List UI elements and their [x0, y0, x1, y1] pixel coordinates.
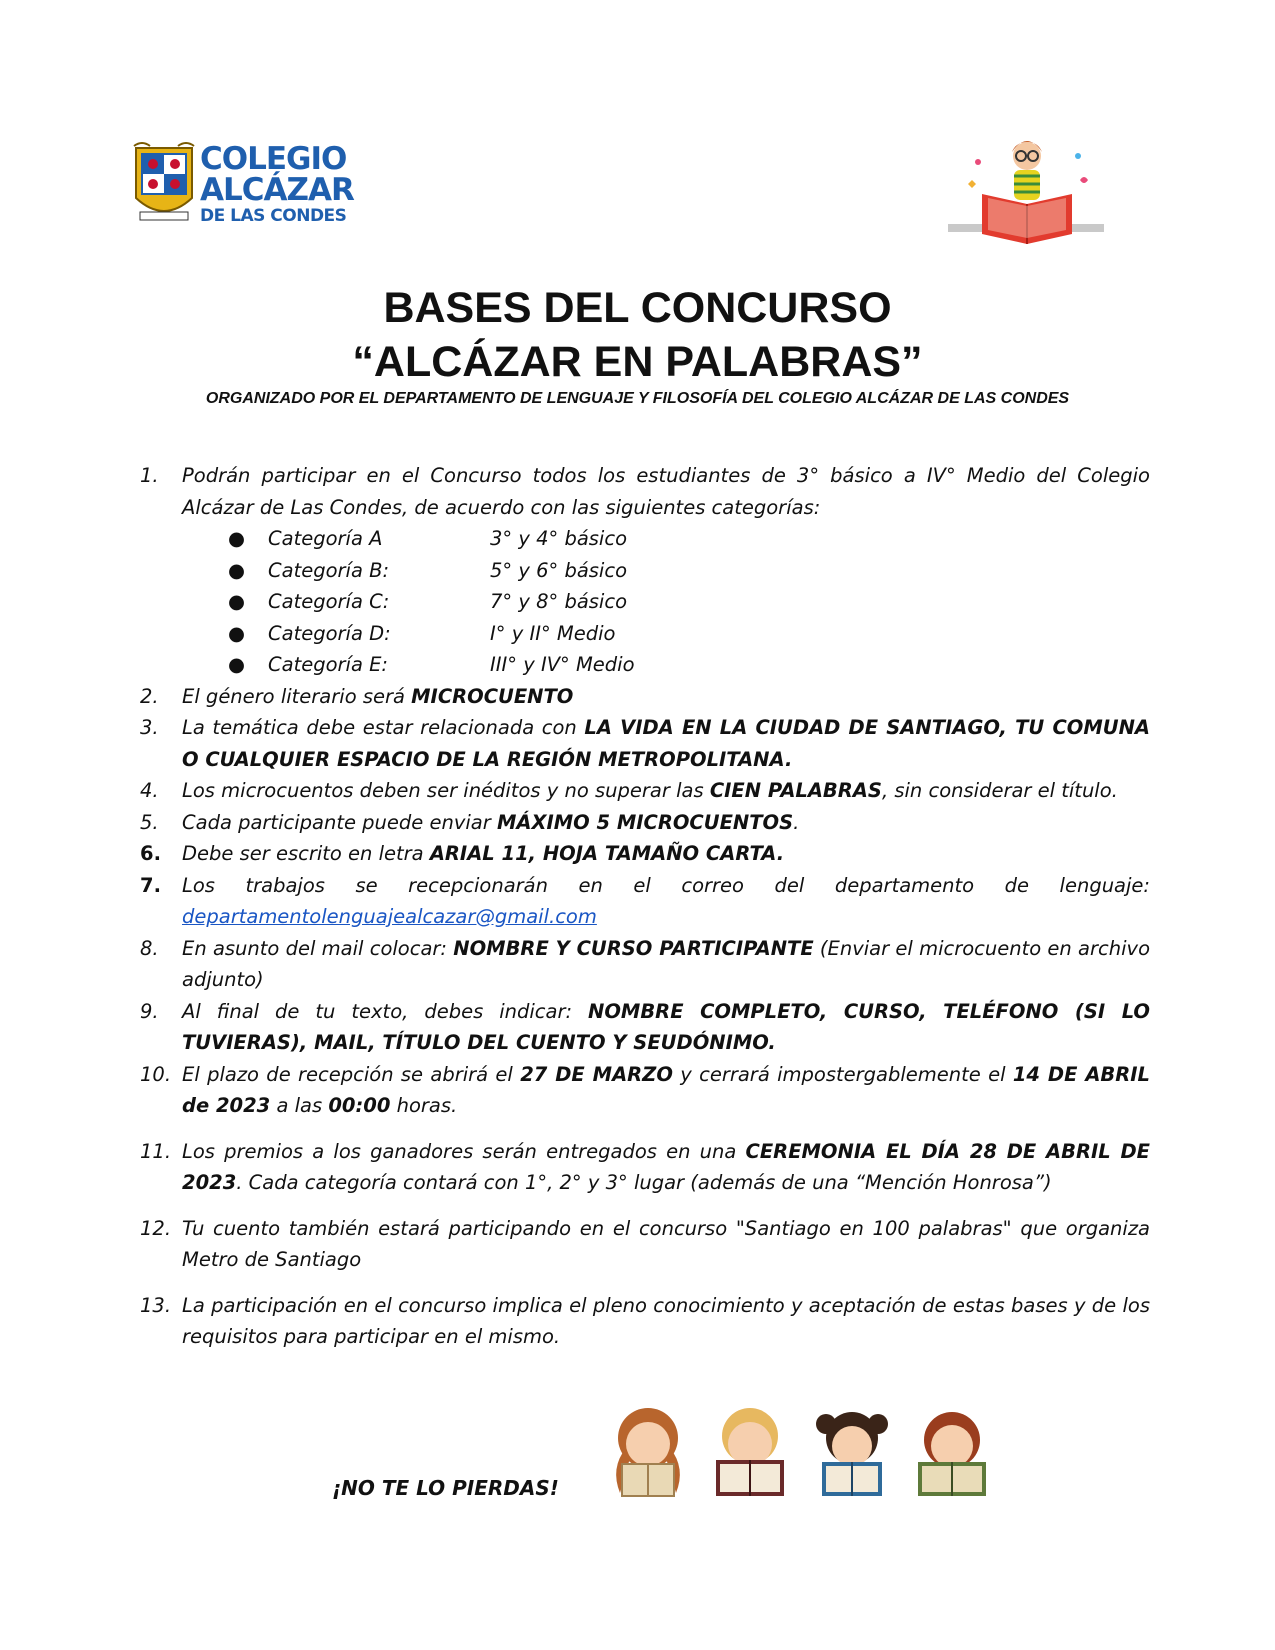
- rule-text: . Cada categoría contará con 1°, 2° y 3° lugar (además de una “Mención Honrosa”): [236, 1171, 1052, 1194]
- rule-13: [140, 1290, 1150, 1353]
- rule-emphasis: ARIAL 11, HOJA TAMAÑO CARTA.: [429, 842, 785, 865]
- rule-number: 7.: [140, 873, 161, 897]
- children-reading-books-illustration: [600, 1398, 1020, 1498]
- rule-text: En asunto del mail colocar:: [182, 936, 454, 960]
- rule-5: [140, 807, 1150, 839]
- department-email-link[interactable]: departamentolenguajealcazar@gmail.com: [182, 905, 597, 928]
- rule-text: , sin considerar el título.: [881, 779, 1118, 802]
- category-name: Categoría C:: [268, 590, 390, 613]
- school-logo: [132, 140, 372, 230]
- rule-text: El plazo de recepción se abrirá el: [182, 1062, 521, 1086]
- rule-number: 8.: [140, 936, 159, 960]
- category-level: 7° y 8° básico: [490, 590, 628, 613]
- rule-emphasis: CIEN PALABRAS: [709, 779, 882, 802]
- footer-call-to-action: ¡NO TE LO PIERDAS!: [332, 1476, 559, 1500]
- category-level: 5° y 6° básico: [490, 558, 628, 582]
- rule-emphasis: MÁXIMO 5 MICROCUENTOS: [496, 810, 794, 834]
- rule-emphasis: LA VIDA EN LA CIUDAD DE SANTIAGO, TU COMUNA O CUALQUIER ESPACIO DE LA REGIÓN METROPOLITANA.: [182, 716, 1150, 771]
- rule-number: 4.: [140, 779, 159, 802]
- boy-reading-book-illustration: [948, 134, 1106, 248]
- rule-2: [140, 681, 1150, 713]
- rule-text: La participación en el concurso implica el pleno conocimiento y aceptación de estas bases y de los requisitos para participar en el mismo.: [182, 1293, 1150, 1348]
- rule-text: a las: [270, 1094, 329, 1117]
- rule-6: [140, 838, 1150, 870]
- rule-text: Podrán participar en el Concurso todos los estudiantes de 3° básico a IV° Medio del Colegio Alcázar de Las Condes, de acuerdo con las siguientes categorías:: [182, 464, 1150, 519]
- rule-text: horas.: [390, 1094, 458, 1117]
- rule-text: Tu cuento también estará participando en el concurso "Santiago en 100 palabras" que organiza Metro de Santiago: [182, 1216, 1150, 1271]
- rule-emphasis: NOMBRE Y CURSO PARTICIPANTE: [453, 936, 814, 960]
- category-name: Categoría B:: [268, 558, 390, 582]
- rule-number: 3.: [140, 716, 159, 739]
- rule-number: 5.: [140, 810, 159, 834]
- rule-7: [140, 870, 1150, 933]
- contest-rules-list: [140, 460, 1150, 1353]
- bullet-icon: ●: [228, 527, 246, 550]
- rule-emphasis: NOMBRE COMPLETO, CURSO, TELÉFONO (SI LO TUVIERAS), MAIL, TÍTULO DEL CUENTO Y SEUDÓNIMO.: [182, 999, 1150, 1054]
- rule-text: Al final de tu texto, debes indicar:: [182, 999, 589, 1023]
- rule-number: 2.: [140, 684, 159, 708]
- category-item: [182, 523, 1150, 555]
- rule-10: [140, 1059, 1150, 1122]
- rule-text: (Enviar el microcuento en archivo adjunto): [182, 936, 1150, 991]
- rule-number: 10.: [140, 1062, 172, 1086]
- category-level: I° y II° Medio: [490, 621, 616, 645]
- bullet-icon: ●: [228, 558, 246, 582]
- rule-number: 9.: [140, 999, 159, 1023]
- rule-number: 6.: [140, 842, 161, 865]
- rule-text: El género literario será: [182, 684, 412, 708]
- category-name: Categoría E:: [268, 653, 388, 676]
- rule-number: 13.: [140, 1293, 172, 1317]
- school-name-line1: COLEGIO: [200, 141, 347, 177]
- category-item: [182, 618, 1150, 650]
- category-item: [182, 555, 1150, 587]
- rule-text: La temática debe estar relacionada con: [182, 716, 585, 739]
- rule-text: .: [793, 810, 800, 834]
- rule-text: Los trabajos se recepcionarán en el correo del departamento de lenguaje:: [182, 873, 1150, 897]
- bullet-icon: ●: [228, 653, 246, 676]
- school-name: [200, 141, 354, 226]
- school-name-line3: DE LAS CONDES: [200, 206, 347, 226]
- rule-number: 11.: [140, 1139, 172, 1163]
- category-name: Categoría D:: [268, 621, 391, 645]
- rule-text: Debe ser escrito en letra: [182, 842, 430, 865]
- category-item: [182, 649, 1150, 681]
- bullet-icon: ●: [228, 621, 246, 645]
- rule-emphasis: MICROCUENTO: [411, 684, 574, 708]
- bullet-icon: ●: [228, 590, 246, 613]
- school-crest-icon: [132, 140, 196, 226]
- school-name-line2: ALCÁZAR: [200, 172, 354, 208]
- category-level: 3° y 4° básico: [490, 527, 628, 550]
- rule-11: [140, 1136, 1150, 1199]
- rule-1: [140, 460, 1150, 681]
- page-title-line1: BASES DEL CONCURSO: [383, 284, 892, 332]
- rule-text: y cerrará impostergablemente el: [672, 1062, 1013, 1086]
- rule-9: [140, 996, 1150, 1059]
- rule-12: [140, 1213, 1150, 1276]
- rule-emphasis: CEREMONIA EL DÍA 28 DE ABRIL DE 2023: [182, 1139, 1150, 1194]
- rule-emphasis: 00:00: [328, 1094, 391, 1117]
- rule-3: [140, 712, 1150, 775]
- rule-text: Los microcuentos deben ser inéditos y no superar las: [182, 779, 710, 802]
- category-level: III° y IV° Medio: [490, 653, 635, 676]
- rule-text: Cada participante puede enviar: [182, 810, 497, 834]
- category-list: [182, 523, 1150, 681]
- rule-number: 1.: [140, 464, 159, 487]
- page-title-line2: “ALCÁZAR EN PALABRAS”: [352, 338, 923, 386]
- rule-4: [140, 775, 1150, 807]
- rule-8: [140, 933, 1150, 996]
- category-name: Categoría A: [268, 527, 383, 550]
- rule-emphasis: 27 DE MARZO: [520, 1062, 673, 1086]
- page-subtitle: ORGANIZADO POR EL DEPARTAMENTO DE LENGUAJE Y FILOSOFÍA DEL COLEGIO ALCÁZAR DE LAS CONDES: [205, 390, 1070, 407]
- category-item: [182, 586, 1150, 618]
- rule-number: 12.: [140, 1216, 172, 1240]
- rule-text: Los premios a los ganadores serán entregados en una: [182, 1139, 746, 1163]
- rule-emphasis: 14 DE ABRIL de 2023: [182, 1062, 1150, 1117]
